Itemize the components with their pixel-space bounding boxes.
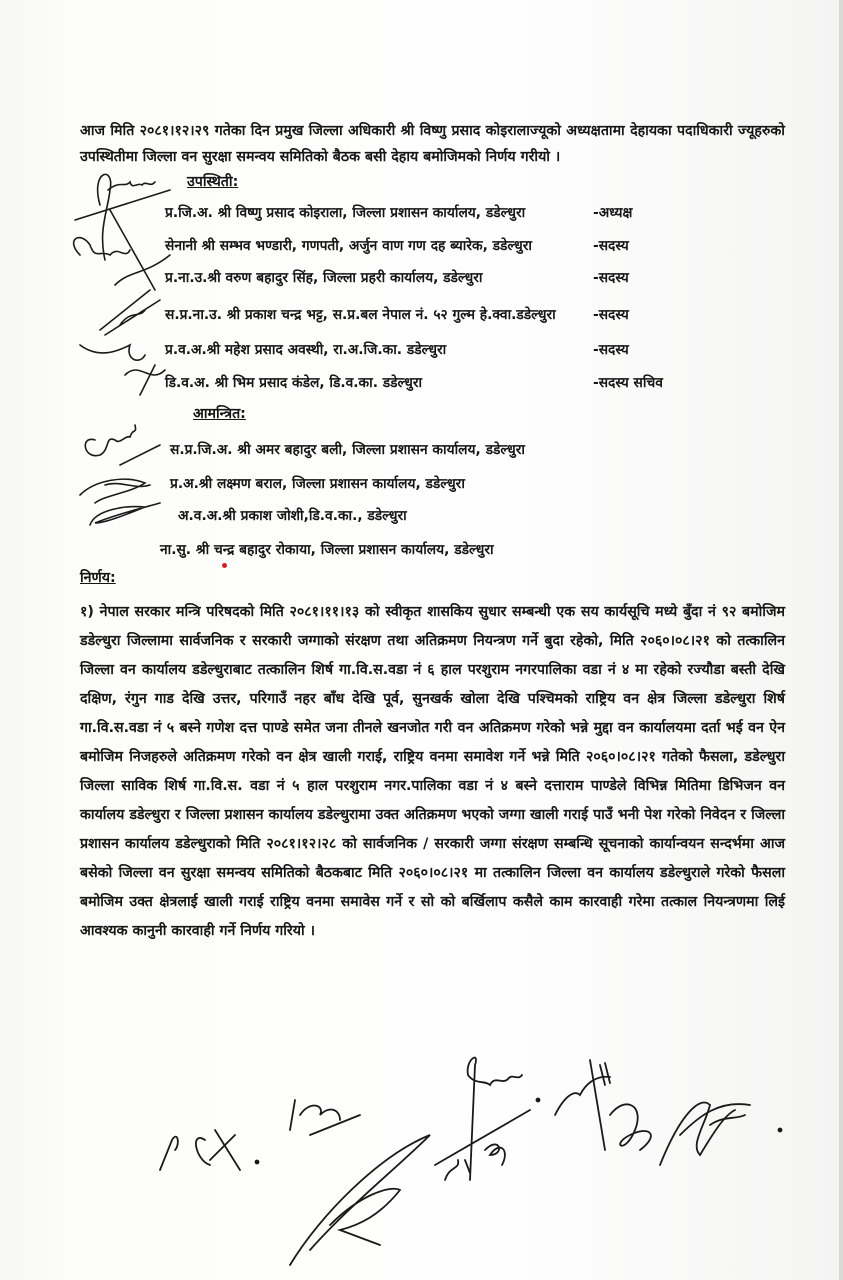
signature-icon (150, 1060, 290, 1180)
member-role: -अध्यक्ष (593, 205, 633, 221)
member-name: प्र.ना.उ.श्री वरुण बहादुर सिंह, जिल्ला प्रहरी कार्यालय, डडेल्धुरा (165, 270, 483, 286)
signature-bottom-4 (550, 1055, 790, 1189)
signature-bottom-2 (270, 1075, 440, 1279)
signature-icon (75, 415, 175, 525)
invitees-heading: आमन्त्रित: (193, 406, 246, 422)
meeting-intro-paragraph: आज मिति २०८१।१२।२९ गतेका दिन प्रमुख जिल्ला अधिकारी श्री विष्णु प्रसाद कोइरालाज्यूको अध्यक्षतामा देहायका पदाधिकारी ज्यूहरुको उपस्थितीमा जिल्ला वन सुरक्षा समन्वय समितिको बैठक बसी देहाय बमोजिमको निर्णय गरीयो । (80, 123, 785, 165)
member-row (165, 340, 685, 359)
signature-icon (70, 160, 180, 400)
signature-icon (430, 1055, 570, 1185)
member-row (165, 373, 685, 392)
red-mark (222, 563, 227, 568)
invitee-row: अ.व.अ.श्री प्रकाश जोशी,डि.व.का., डडेल्धुरा (178, 508, 407, 524)
signature-margin-2 (75, 415, 175, 529)
member-role: -सदस्य (593, 238, 629, 254)
attendance-heading: उपस्थिती: (187, 174, 239, 190)
member-role: -सदस्य सचिव (593, 375, 663, 391)
member-name: प्र.व.अ.श्री महेश प्रसाद अवस्थी, रा.अ.जि.का. डडेल्धुरा (165, 342, 447, 358)
member-name: सेनानी श्री सम्भव भण्डारी, गणपती, अर्जुन वाण गण दह ब्यारेक, डडेल्धुरा (165, 238, 533, 254)
invitee-row: ना.सु. श्री चन्द्र बहादुर रोकाया, जिल्ला प्रशासन कार्यालय, डडेल्धुरा (160, 542, 494, 558)
page-edge (839, 0, 843, 1280)
signature-icon (270, 1075, 440, 1275)
member-name: डि.व.अ. श्री भिम प्रसाद कंडेल, डि.व.का. डडेल्धुरा (165, 375, 423, 391)
member-row (165, 236, 685, 255)
signature-bottom-3 (430, 1055, 570, 1189)
decision-heading: निर्णय: (80, 570, 116, 586)
member-row (165, 203, 685, 222)
member-name: स.प्र.ना.उ. श्री प्रकाश चन्द्र भट्ट, स.प्र.बल नेपाल नं. ५२ गुल्म हे.क्वा.डडेल्धुरा (165, 307, 556, 323)
signature-bottom-1 (150, 1060, 290, 1184)
member-name: प्र.जि.अ. श्री विष्णु प्रसाद कोइराला, जिल्ला प्रशासन कार्यालय, डडेल्धुरा (165, 205, 526, 221)
signature-icon (550, 1055, 790, 1185)
member-role: -सदस्य (593, 270, 629, 286)
invitee-row: प्र.अ.श्री लक्ष्मण बराल, जिल्ला प्रशासन कार्यालय, डडेल्धुरा (170, 476, 465, 492)
invitee-row: स.प्र.जि.अ. श्री अमर बहादुर बली, जिल्ला प्रशासन कार्यालय, डडेल्धुरा (170, 442, 525, 458)
decision-paragraph: १) नेपाल सरकार मन्त्रि परिषदको मिति २०८१।११।१३ को स्वीकृत शासकिय सुधार सम्बन्धी एक सय कार्यसूचि मध्ये बुँदा नं ९२ बमोजिम डडेल्धुरा जिल्लामा सार्वजनिक र सरकारी जग्गाको संरक्षण तथा अतिक्रमण नियन्त्रण गर्ने बुदा रहेको, मिति २०६०।०८।२१ को तत्कालिन जिल्ला वन कार्यालय डडेल्धुराबाट तत्कालिन शिर्ष गा.वि.स.वडा नं ६ हाल परशुराम नगरपालिका वडा नं ४ मा रहेको रज्यौडा बस्ती देखि दक्षिण, रंगुन गाड देखि उत्तर, परिगाउँ नहर बाँध देखि पूर्व, सुनखर्क खोला देखि पश्चिमको राष्ट्रिय वन क्षेत्र जिल्ला डडेल्धुरा शिर्ष गा.वि.स.वडा नं ५ बस्ने गणेश दत्त पाण्डे समेत जना तीनले खनजोत गरी वन अतिक्रमण गरेको भन्ने मुद्दा वन कार्यालयमा दर्ता भई वन ऐन बमोजिम निजहरुले अतिक्रमण गरेको वन क्षेत्र खाली गराई, राष्ट्रिय वनमा समावेश गर्ने भन्ने मिति २०६०।०८।२१ गतेको फैसला, डडेल्धुरा जिल्ला साविक शिर्ष गा.वि.स. वडा नं ५ हाल परशुराम नगर.पालिका वडा नं ४ बस्ने दत्ताराम पाण्डेले विभिन्न मितिमा डिभिजन वन कार्यालय डडेल्धुरा र जिल्ला प्रशासन कार्यालय डडेल्धुरामा उक्त अतिक्रमण भएको जग्गा खाली गराई पाउँ भनी पेश गरेको निवेदन र जिल्ला प्रशासन कार्यालय डडेल्धुराको मिति २०८१।१२।२८ को सार्वजनिक / सरकारी जग्गा संरक्षण सम्बन्धि सूचनाको कार्यान्वयन सन्दर्भमा आज बसेको जिल्ला वन सुरक्षा समन्वय समितिको बैठकबाट मिति २०६०।०८।२१ मा तत्कालिन जिल्ला वन कार्यालय डडेल्धुराले गरेको फैसला बमोजिम उक्त क्षेत्रलाई खाली गराई राष्ट्रिय वनमा समावेस गर्ने र सो को बर्खिलाप कसैले काम कारवाही गरेमा तत्काल नियन्त्रणमा लिई आवश्यक कानुनी कारवाही गर्ने निर्णय गरियो । (80, 604, 785, 939)
signature-margin-1 (70, 160, 180, 404)
member-row (165, 305, 685, 324)
member-row (165, 268, 685, 287)
member-role: -सदस्य (593, 342, 629, 358)
member-role: -सदस्य (593, 307, 629, 323)
